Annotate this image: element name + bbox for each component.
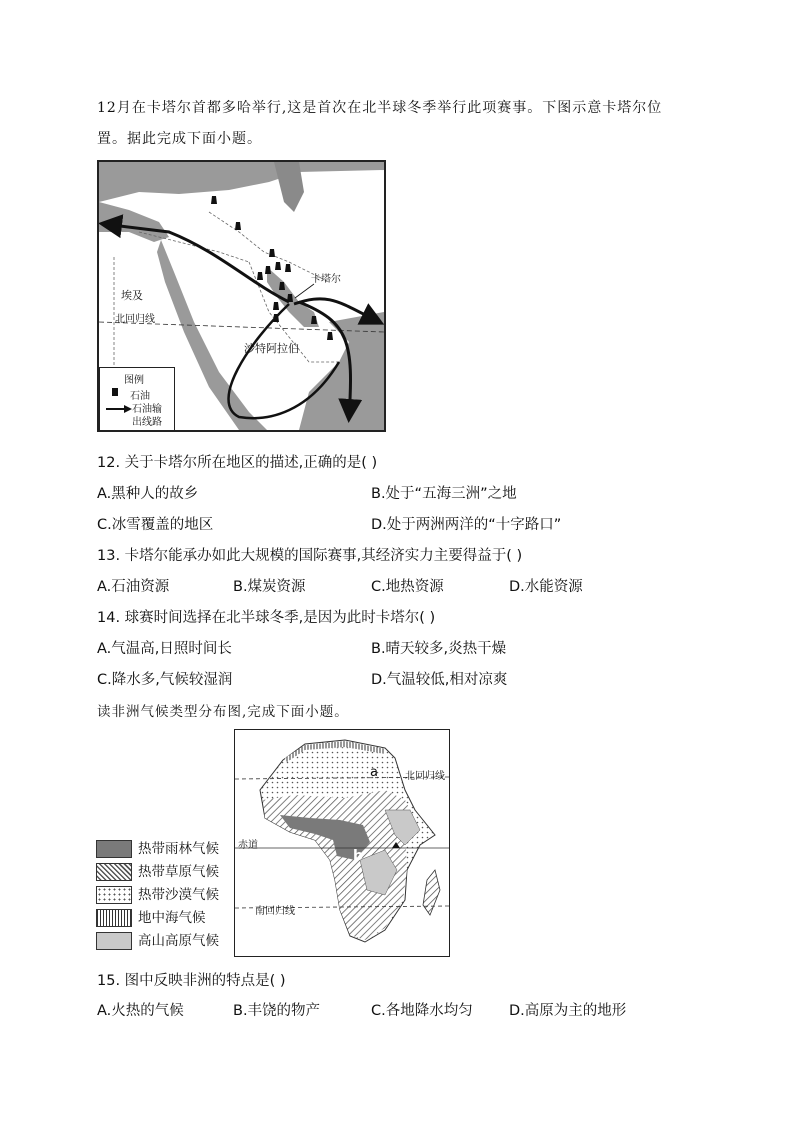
q14-option-b: B.晴天较多,炎热干燥 — [371, 641, 507, 657]
legend-rainforest — [96, 837, 219, 858]
route-legend-icon — [106, 405, 132, 413]
legend-savanna — [96, 860, 219, 881]
map1-legend — [99, 367, 175, 431]
point-a-label: a — [370, 765, 378, 780]
legend-route-1: 石油输 — [132, 404, 162, 415]
tropic-label: 北回归线 — [115, 314, 155, 325]
q12-option-b: B.处于“五海三洲”之地 — [371, 486, 517, 502]
legend-desert — [96, 883, 219, 904]
legend-rainforest-label: 热带雨林气候 — [138, 841, 219, 857]
q15-option-c: C.各地降水均匀 — [371, 1003, 473, 1019]
oil-legend-icon — [112, 388, 118, 396]
africa-climate-map — [234, 729, 450, 957]
legend-highland — [96, 929, 219, 950]
q15-stem: 15. 图中反映非洲的特点是( ) — [97, 973, 286, 989]
desert-swatch — [96, 886, 132, 904]
africa-map-svg — [235, 730, 449, 956]
q15-option-a: A.火热的气候 — [97, 1003, 184, 1019]
q13-option-b: B.煤炭资源 — [233, 579, 306, 595]
qatar-location-map — [97, 160, 386, 432]
legend-mediterranean-label: 地中海气候 — [138, 910, 206, 926]
equator-label: 赤道 — [238, 840, 258, 851]
legend-oil: 石油 — [130, 391, 150, 402]
q13-option-d: D.水能资源 — [509, 579, 583, 595]
legend-highland-label: 高山高原气候 — [138, 933, 219, 949]
tropic-south-label: 南回归线 — [255, 906, 295, 917]
legend-route-2: 出线路 — [132, 417, 162, 428]
q13-option-c: C.地热资源 — [371, 579, 444, 595]
legend-mediterranean — [96, 906, 206, 927]
q13-option-a: A.石油资源 — [97, 579, 170, 595]
q12-option-d: D.处于两洲两洋的“十字路口” — [371, 517, 562, 533]
rainforest-swatch — [96, 840, 132, 858]
intro-2: 读非洲气候类型分布图,完成下面小题。 — [97, 704, 349, 720]
q15-option-b: B.丰饶的物产 — [233, 1003, 321, 1019]
q15-option-d: D.高原为主的地形 — [509, 1003, 627, 1019]
intro-line-1: 12月在卡塔尔首都多哈举行,这是首次在北半球冬季举行此项赛事。下图示意卡塔尔位 — [97, 100, 663, 116]
q12-option-a: A.黑种人的故乡 — [97, 486, 199, 502]
highland-swatch — [96, 932, 132, 950]
mediterranean-swatch — [96, 909, 132, 927]
q13-stem: 13. 卡塔尔能承办如此大规模的国际赛事,其经济实力主要得益于( ) — [97, 548, 523, 564]
egypt-label: 埃及 — [121, 289, 143, 302]
q14-stem: 14. 球赛时间选择在北半球冬季,是因为此时卡塔尔( ) — [97, 610, 436, 626]
qatar-label: 卡塔尔 — [311, 274, 341, 285]
q12-option-c: C.冰雪覆盖的地区 — [97, 517, 214, 533]
q14-option-c: C.降水多,气候较湿润 — [97, 672, 233, 688]
q12-stem: 12. 关于卡塔尔所在地区的描述,正确的是( ) — [97, 455, 378, 471]
legend-title: 图例 — [124, 375, 144, 386]
savanna-swatch — [96, 863, 132, 881]
saudi-label: 沙特阿拉伯 — [244, 342, 299, 355]
intro-line-2: 置。据此完成下面小题。 — [97, 131, 262, 147]
point-b-label: b — [353, 848, 364, 864]
legend-savanna-label: 热带草原气候 — [138, 864, 219, 880]
legend-desert-label: 热带沙漠气候 — [138, 887, 219, 903]
q14-option-a: A.气温高,日照时间长 — [97, 641, 232, 657]
tropic-north-label: 北回归线 — [405, 771, 445, 782]
q14-option-d: D.气温较低,相对凉爽 — [371, 672, 508, 688]
